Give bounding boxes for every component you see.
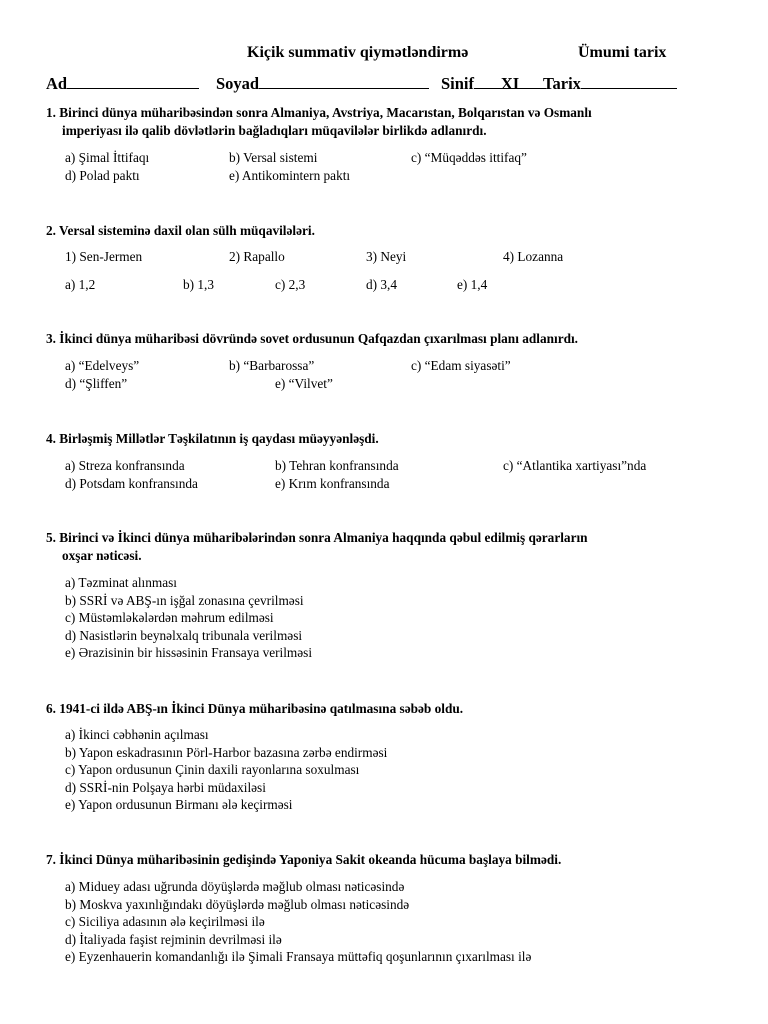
class-label: Sinif (441, 74, 475, 93)
name-field[interactable] (46, 74, 199, 94)
q7-option-b[interactable]: b) Moskva yaxınlığındakı döyüşlərdə məğlub olması nəticəsində (65, 897, 410, 912)
q4-option-d[interactable]: d) Potsdam konfransında (65, 476, 198, 491)
q3-option-e[interactable]: e) “Vilvet” (275, 376, 333, 391)
q5-option-b[interactable]: b) SSRİ və ABŞ-ın işğal zonasına çevrilməsi (65, 593, 304, 608)
q2-option-b[interactable]: b) 1,3 (183, 277, 215, 292)
question-5-line-2: oxşar nəticəsi. (62, 548, 142, 563)
q5-option-c[interactable]: c) Müstəmləkələrdən məhrum edilməsi (65, 610, 274, 625)
question-2-text: 2. Versal sisteminə daxil olan sülh müqavilələri. (46, 223, 315, 238)
question-7-text: 7. İkinci Dünya müharibəsinin gedişində Yaponiya Sakit okeanda hücuma başlaya bilmədi. (46, 852, 562, 867)
q3-option-a[interactable]: a) “Edelveys” (65, 358, 140, 373)
q5-option-a[interactable]: a) Təzminat alınması (65, 575, 177, 590)
q2-option-a[interactable]: a) 1,2 (65, 277, 96, 292)
class-field[interactable] (441, 74, 546, 94)
q2-option-e[interactable]: e) 1,4 (457, 277, 488, 292)
date-blank[interactable] (581, 74, 677, 89)
question-3-text: 3. İkinci dünya müharibəsi dövründə sovet ordusunun Qafqazdan çıxarılması planı adlanırdı. (46, 331, 579, 346)
question-1-line-1: 1. Birinci dünya müharibəsindən sonra Almaniya, Avstriya, Macarıstan, Bolqarıstan və Osmanlı (46, 105, 592, 120)
q7-option-d[interactable]: d) İtaliyada faşist rejminin devrilməsi ilə (65, 932, 282, 947)
q3-option-d[interactable]: d) “Şliffen” (65, 376, 128, 391)
q2-option-d[interactable]: d) 3,4 (366, 277, 398, 292)
q6-option-e[interactable]: e) Yapon ordusunun Birmanı ələ keçirməsi (65, 797, 293, 812)
q2-item-1: 1) Sen-Jermen (65, 249, 143, 264)
q2-item-3: 3) Neyi (366, 249, 407, 264)
q4-option-c[interactable]: c) “Atlantika xartiyası”nda (503, 458, 647, 473)
q4-option-a[interactable]: a) Streza konfransında (65, 458, 185, 473)
q1-option-c[interactable]: c) “Müqəddəs ittifaq” (411, 150, 527, 165)
q4-option-b[interactable]: b) Tehran konfransında (275, 458, 399, 473)
q6-option-b[interactable]: b) Yapon eskadrasının Pörl-Harbor bazasına zərbə endirməsi (65, 745, 388, 760)
q7-option-e[interactable]: e) Eyzenhauerin komandanlığı ilə Şimali Fransaya müttəfiq qoşunlarının çıxarılması ilə (65, 949, 532, 964)
class-value[interactable]: XI (474, 74, 546, 89)
q5-option-d[interactable]: d) Nasistlərin beynəlxalq tribunala verilməsi (65, 628, 303, 643)
question-6-text: 6. 1941-ci ildə ABŞ-ın İkinci Dünya müharibəsinə qatılmasına səbəb oldu. (46, 701, 464, 716)
question-4-text: 4. Birləşmiş Millətlər Təşkilatının iş qaydası müəyyənləşdi. (46, 431, 379, 446)
q6-option-a[interactable]: a) İkinci cəbhənin açılması (65, 727, 209, 742)
q5-option-e[interactable]: e) Ərazisinin bir hissəsinin Fransaya verilməsi (65, 645, 313, 660)
date-label: Tarix (543, 74, 581, 93)
q1-option-e[interactable]: e) Antikomintern paktı (229, 168, 351, 183)
q3-option-c[interactable]: c) “Edam siyasəti” (411, 358, 511, 373)
surname-blank[interactable] (259, 74, 429, 89)
surname-label: Soyad (216, 74, 260, 93)
q3-option-b[interactable]: b) “Barbarossa” (229, 358, 315, 373)
surname-field[interactable] (216, 74, 429, 94)
q7-option-c[interactable]: c) Siciliya adasının ələ keçirilməsi ilə (65, 914, 265, 929)
q1-option-b[interactable]: b) Versal sistemi (229, 150, 318, 165)
question-5-line-1: 5. Birinci və İkinci dünya müharibələrindən sonra Almaniya haqqında qəbul edilmiş qərarların (46, 530, 588, 545)
date-field[interactable] (543, 74, 677, 94)
question-1-line-2: imperiyası ilə qalib dövlətlərin bağladıqları müqavilələr birlikdə adlanırdı. (62, 123, 487, 138)
name-blank[interactable] (67, 74, 199, 89)
q4-option-e[interactable]: e) Krım konfransında (275, 476, 390, 491)
q6-option-c[interactable]: c) Yapon ordusunun Çinin daxili rayonlarına soxulması (65, 762, 360, 777)
q1-option-a[interactable]: a) Şimal İttifaqı (65, 150, 150, 165)
name-label: Ad (46, 74, 68, 93)
worksheet-title: Kiçik summativ qiymətləndirmə (247, 44, 469, 61)
subject-title: Ümumi tarix (578, 44, 667, 61)
q2-item-2: 2) Rapallo (229, 249, 285, 264)
q1-option-d[interactable]: d) Polad paktı (65, 168, 140, 183)
q2-item-4: 4) Lozanna (503, 249, 564, 264)
q2-option-c[interactable]: c) 2,3 (275, 277, 306, 292)
q7-option-a[interactable]: a) Miduey adası uğrunda döyüşlərdə məğlub olması nəticəsində (65, 879, 405, 894)
q6-option-d[interactable]: d) SSRİ-nin Polşaya hərbi müdaxiləsi (65, 780, 266, 795)
